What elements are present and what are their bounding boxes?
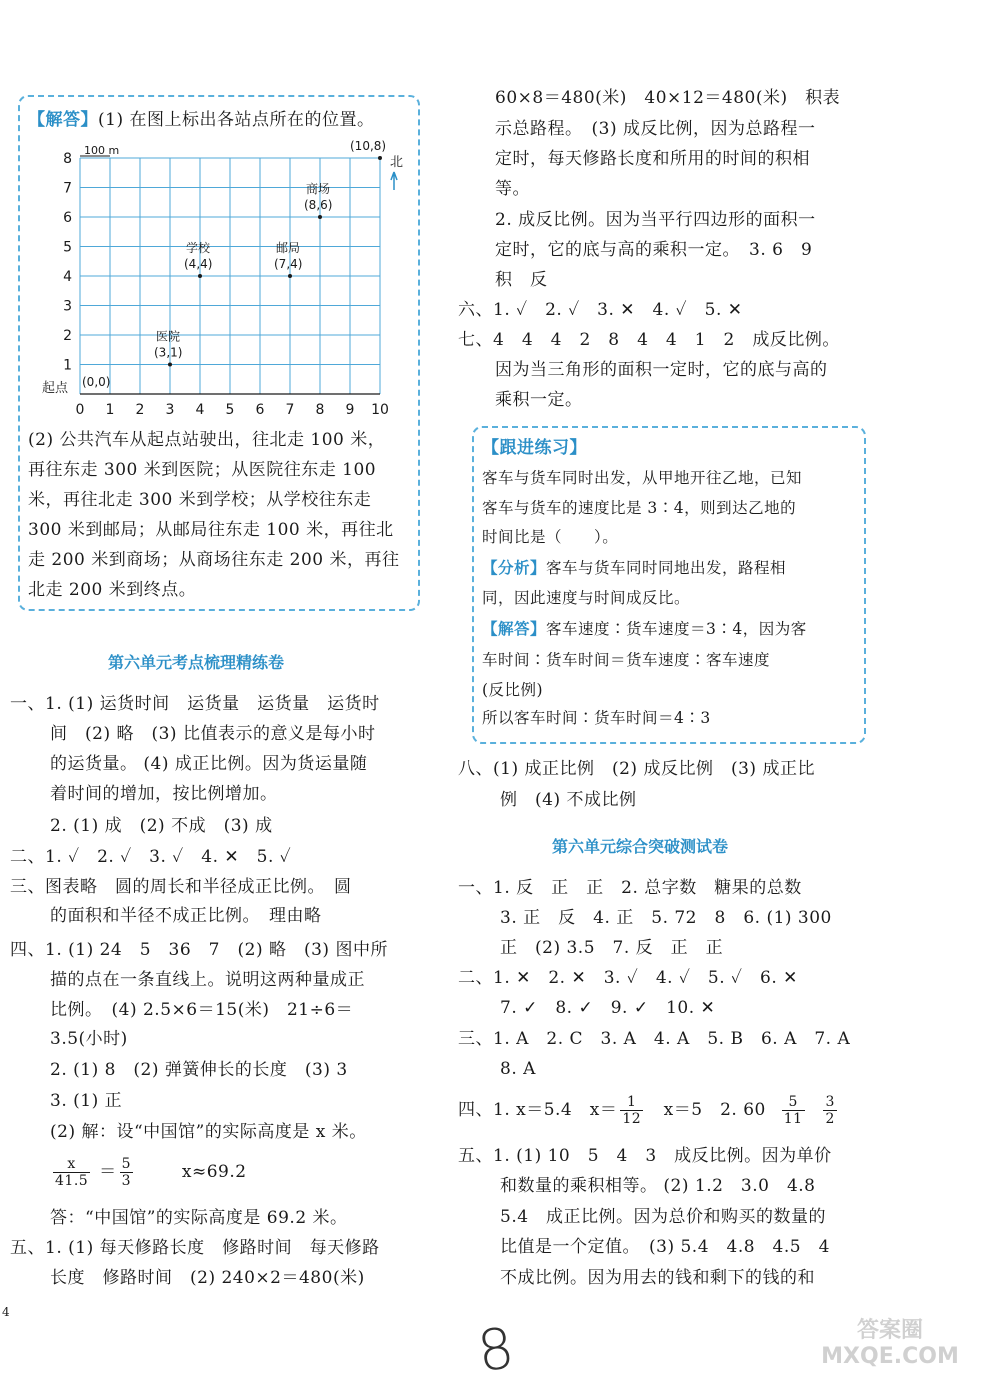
s2-line-3: 二、1. ✕ 2. ✕ 3. ✓ 4. ✓ 5. ✓ 6. ✕ [458,968,798,988]
p2-line-4: 走 200 米到商场；从商场往东走 200 米，再往 [28,550,400,570]
x-tick-label: 1 [105,402,115,418]
x-tick-label: 5 [225,402,235,418]
p2-line-1: 再往东走 300 米到医院；从医院往东走 100 [28,460,377,480]
s1-line-14: (2) 解：设“中国馆”的实际高度是 x 米。 [50,1122,367,1142]
point-coord: (3,1) [154,345,183,360]
s2-line-0: 一、1. 反 正 正 2. 总字数 糖果的总数 [458,878,802,898]
y-tick-label: 8 [63,151,72,167]
s1-line-9: 描的点在一条直线上。说明这两种量成正 [50,970,365,990]
s2-five-4: 不成比例。因为用去的钱和剩下的钱的和 [500,1268,815,1288]
x-tick-label: 7 [285,402,295,418]
practice-analysis-1: 同，因此速度与时间成反比。 [482,589,691,607]
point-name: 学校 [186,241,211,255]
practice-answer-3: 所以客车时间∶货车时间＝4∶3 [482,709,711,727]
s2-line-1: 3. 正 反 4. 正 5. 72 8 6. (1) 300 [500,908,832,928]
point-marker [168,363,172,367]
y-tick-label: 5 [63,239,72,256]
handwritten-page-number: 8 [473,1315,518,1385]
s1-line-11: 3.5(小时) [50,1029,128,1049]
origin-coord: (0,0) [82,375,111,389]
fraction-equation: $\frac{x}{41.5}$ ＝ $\frac{5}{3}$ x≈69.2 [55,1156,247,1189]
section-title-2: 第六单元综合突破测试卷 [552,837,729,856]
x-tick-label: 9 [345,402,355,418]
point-coord: (8,6) [304,198,333,212]
p2-line-3: 300 米到邮局；从邮局往东走 100 米，再往北 [28,520,394,540]
s1-line-13: 3. (1) 正 [50,1091,123,1111]
x-tick-label: 0 [75,402,85,418]
origin-label: 起点 [42,381,69,396]
fraction-5-over-11: $\frac{5}{11}$ [783,1094,803,1127]
scale-label: 100 m [84,144,120,157]
s2-line-2: 正 (2) 3.5 7. 反 正 正 [500,938,724,958]
point-name: 医院 [156,329,181,344]
x-tick-label: 8 [315,402,325,418]
point-coord: (7,4) [274,257,303,271]
s2-five-1: 和数量的乘积相等。 (2) 1.2 3.0 4.8 [500,1176,816,1196]
s2-five-3: 比值是一个定值。 (3) 5.4 4.8 4.5 4 [500,1237,830,1257]
y-tick-label: 7 [63,180,72,197]
x-tick-label: 6 [255,402,265,418]
point-name: 商场 [306,182,331,196]
rt-line-0: 60×8＝480(米) 40×12＝480(米) 积表 [495,88,841,108]
s1-line-10: 比例。 (4) 2.5×6＝15(米) 21÷6＝ [50,1000,354,1020]
practice-q-2: 时间比是（ ）。 [482,528,619,546]
y-tick-label: 6 [63,210,72,226]
p2-line-0: (2) 公共汽车从起点站驶出，往北走 100 米， [28,430,386,450]
s2-four-line: 四、1. x＝5.4 x＝ $\frac{1}{12}$ x＝5 2. 60 $\frac{5}{11}$ $\frac{3}{2}$ [458,1094,835,1127]
s1-answer-line: 答：“中国馆”的实际高度是 69.2 米。 [50,1208,348,1228]
fraction-x-over-41.5: $\frac{x}{41.5}$ [55,1156,89,1189]
rt-line-6: 积 反 [495,270,548,290]
x-tick-label: 4 [195,402,205,418]
practice-q-0: 客车与货车同时出发，从甲地开往乙地，已知 [482,469,803,487]
rt-line-1: 示总路程。 (3) 成反比例，因为总路程一 [495,119,816,139]
eight-line-1: 例 (4) 不成比例 [500,790,637,810]
x-tick-label: 3 [165,402,175,418]
rt-line-10: 乘积一定。 [495,390,583,410]
rt-line-9: 因为当三角形的面积一定时，它的底与高的 [495,360,828,380]
page-number: 4 [2,1305,11,1319]
x-tick-label: 10 [371,402,389,418]
s1-line-7: 的面积和半径不成正比例。 理由略 [50,906,322,926]
point-marker [198,274,202,278]
practice-analysis-0: 【分析】客车与货车同时同地出发，路程相 [482,558,787,577]
s1-line-2: 的运货量。 (4) 成正比例。因为货运量随 [50,754,368,774]
fraction-1-over-12: $\frac{1}{12}$ [622,1094,642,1127]
y-tick-label: 2 [63,328,72,344]
practice-tag: 【跟进练习】 [482,438,587,458]
s1-line-6: 三、图表略 圆的周长和半径成正比例。 圆 [10,877,352,897]
y-tick-label: 4 [63,269,72,285]
north-label: 北 [390,155,404,170]
s1-five-0: 五、1. (1) 每天修路长度 修路时间 每天修路 [10,1238,380,1258]
rt-line-2: 定时，每天修路长度和所用的时间的积相 [495,149,810,169]
rt-line-5: 定时，它的底与高的乘积一定。 3. 6 9 [495,240,813,260]
s2-line-4: 7. ✓ 8. ✓ 9. ✓ 10. ✕ [500,998,716,1018]
s1-line-1: 间 (2) 略 (3) 比值表示的意义是每小时 [50,724,376,744]
point-marker [318,215,322,219]
p2-line-5: 北走 200 米到终点。 [28,580,197,600]
rt-line-7: 六、1. ✓ 2. ✓ 3. ✕ 4. ✓ 5. ✕ [458,300,743,320]
point-coord: (10,8) [350,139,387,153]
s1-line-4: 2. (1) 成 (2) 不成 (3) 成 [50,816,273,836]
rt-line-4: 2. 成反比例。因为当平行四边形的面积一 [495,210,816,230]
coordinate-grid [40,138,420,418]
eight-line-0: 八、(1) 成正比例 (2) 成反比例 (3) 成正比 [458,759,815,779]
s1-line-12: 2. (1) 8 (2) 弹簧伸长的长度 (3) 3 [50,1060,348,1080]
s2-five-2: 5.4 成正比例。因为总价和购买的数量的 [500,1207,827,1227]
y-tick-label: 1 [63,357,72,374]
practice-answer-1: 车时间∶货车时间＝货车速度∶客车速度 [482,651,771,669]
point-coord: (4,4) [184,257,213,271]
fraction-3-over-2: $\frac{3}{2}$ [825,1094,835,1127]
section-title-1: 第六单元考点梳理精练卷 [108,653,285,672]
north-arrow-icon [391,172,397,190]
s1-line-8: 四、1. (1) 24 5 36 7 (2) 略 (3) 图中所 [10,940,388,960]
rt-line-8: 七、4 4 4 2 8 4 4 1 2 成反比例。 [458,330,840,350]
p2-line-2: 米，再往北走 300 米到学校；从学校往东走 [28,490,372,510]
watermark: 答案圈 MXQE.COM [821,1318,959,1369]
point-name: 邮局 [276,241,301,255]
s1-line-5: 二、1. ✓ 2. ✓ 3. ✓ 4. ✕ 5. ✓ [10,847,292,867]
x-tick-label: 2 [135,402,145,418]
answer-tag: 【解答】 [28,110,98,130]
practice-answer-2: (反比例) [482,681,544,699]
s2-line-5: 三、1. A 2. C 3. A 4. A 5. B 6. A 7. A [458,1029,851,1049]
point-marker [288,274,292,278]
s1-line-0: 一、1. (1) 运货时间 运货量 运货量 运货时 [10,694,380,714]
point-marker [378,156,382,160]
s2-five-0: 五、1. (1) 10 5 4 3 成反比例。因为单价 [458,1146,832,1166]
fraction-5-over-3: $\frac{5}{3}$ [121,1156,131,1189]
practice-answer-0: 【解答】客车速度∶货车速度＝3∶4，因为客 [482,619,807,638]
y-tick-label: 3 [63,298,72,315]
answer-line-1: 【解答】(1) 在图上标出各站点所在的位置。 [28,110,375,130]
rt-line-3: 等。 [495,179,530,199]
practice-q-1: 客车与货车的速度比是 3∶4，则到达乙地的 [482,499,797,517]
s2-line-6: 8. A [500,1059,536,1079]
s1-five-1: 长度 修路时间 (2) 240×2＝480(米) [50,1268,365,1288]
s1-line-3: 着时间的增加，按比例增加。 [50,784,278,804]
